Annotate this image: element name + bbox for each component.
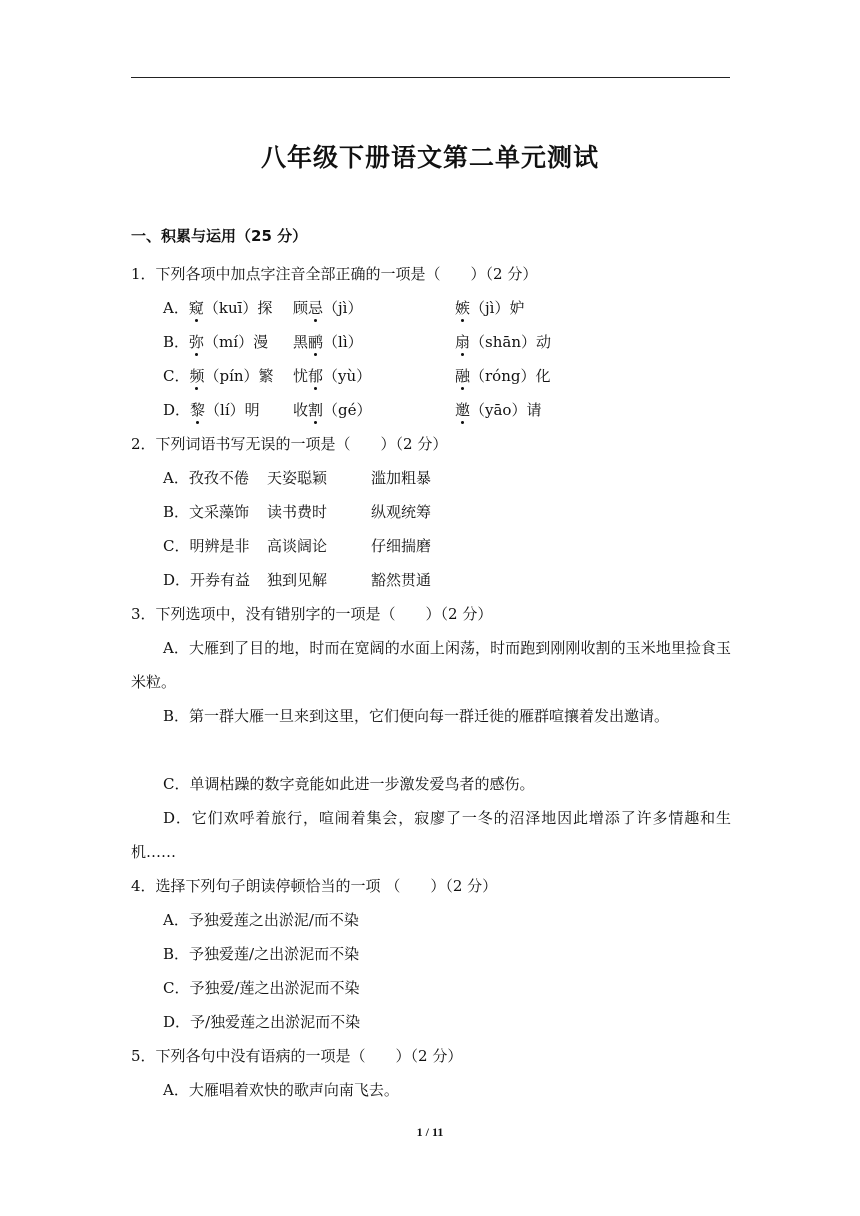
option-word: 开券有益	[190, 571, 251, 589]
question-5-option: A．大雁唱着欢快的歌声向南飞去。	[163, 1081, 399, 1099]
option-word-3	[455, 291, 524, 325]
option-word: 明辨是非	[189, 537, 250, 555]
dotted-char: 嫉	[455, 291, 470, 325]
page-title: 八年级下册语文第二单元测试	[260, 143, 599, 172]
option-letter: D．	[163, 401, 191, 419]
plain-char: 收	[293, 401, 309, 419]
dotted-char: 频	[189, 359, 204, 393]
pinyin-text: （yù）	[323, 367, 372, 385]
option-word-3: 豁然贯通	[371, 571, 432, 589]
pinyin-text: （jì）	[323, 299, 363, 317]
option-word-3	[455, 325, 551, 359]
question-2-option	[131, 461, 731, 495]
option-word-1	[163, 495, 267, 529]
pinyin-text: （mí）漫	[204, 333, 269, 351]
pinyin-text: （gé）	[323, 401, 372, 419]
dotted-char: 融	[455, 359, 470, 393]
option-letter: A．	[163, 469, 189, 487]
pinyin-text: （róng）化	[470, 367, 551, 385]
question-1-option	[131, 359, 731, 393]
question-2-options	[131, 461, 731, 597]
plain-char: 忧	[293, 367, 309, 385]
question-2-stem: 2．下列词语书写无误的一项是（ ）（2 分）	[131, 435, 448, 453]
question-2-option	[131, 563, 731, 597]
option-letter: C．	[163, 367, 190, 385]
option-letter: D．	[163, 571, 191, 589]
option-word-2: 读书费时	[267, 503, 328, 521]
option-word-3: 仔细揣磨	[371, 537, 432, 555]
question-1-options	[131, 291, 731, 427]
question-4-option: A．予独爱莲之出淤泥/而不染	[163, 911, 359, 929]
dotted-char: 黎	[190, 393, 205, 427]
question-1-option	[131, 325, 731, 359]
question-4-option: B．予独爱莲/之出淤泥而不染	[163, 945, 360, 963]
pinyin-text: （lì）	[323, 333, 363, 351]
question-3-option-c: C．单调枯躁的数字竟能如此进一步激发爱鸟者的感伤。	[163, 775, 535, 793]
option-word-2: 独到见解	[267, 571, 328, 589]
question-2-option	[131, 495, 731, 529]
dotted-char: 窥	[189, 291, 204, 325]
option-word-1	[163, 359, 293, 393]
question-2-option	[131, 529, 731, 563]
option-word-1	[163, 461, 267, 495]
option-letter: A．	[163, 299, 189, 317]
option-word-1	[163, 563, 267, 597]
option-letter: C．	[163, 537, 190, 555]
option-word-1	[163, 325, 293, 359]
dotted-char: 扇	[455, 325, 470, 359]
pinyin-text: （lí）明	[205, 401, 260, 419]
dotted-char: 忌	[308, 291, 323, 325]
question-4-stem: 4．选择下列句子朗读停顿恰当的一项 （ ）（2 分）	[131, 877, 498, 895]
option-word-1	[163, 291, 293, 325]
option-word-3: 纵观统筹	[371, 503, 432, 521]
dotted-char: 弥	[189, 325, 204, 359]
plain-char: 黑	[293, 333, 309, 351]
option-letter: B．	[163, 333, 190, 351]
pinyin-text: （pín）繁	[204, 367, 274, 385]
dotted-char: 郁	[308, 359, 323, 393]
option-word-2	[293, 359, 455, 393]
question-5-stem: 5．下列各句中没有语病的一项是（ ）（2 分）	[131, 1047, 463, 1065]
page-number: 1 / 11	[416, 1125, 444, 1139]
question-4-option: C．予独爱/莲之出淤泥而不染	[163, 979, 360, 997]
option-word-1	[163, 393, 293, 427]
pinyin-text: （jì）妒	[470, 299, 525, 317]
option-word-3	[455, 359, 550, 393]
option-word-2	[293, 291, 455, 325]
pinyin-text: （kuī）探	[203, 299, 273, 317]
pinyin-text: （shān）动	[470, 333, 551, 351]
option-letter: B．	[163, 503, 190, 521]
header-rule	[131, 77, 730, 78]
question-3-option-b: B．第一群大雁一旦来到这里，它们便向每一群迁徙的雁群喧攘着发出邀请。	[163, 707, 670, 725]
option-word-2	[293, 393, 455, 427]
option-word-2: 高谈阔论	[267, 537, 328, 555]
option-word-1	[163, 529, 267, 563]
dotted-char: 邀	[455, 393, 470, 427]
section-heading: 一、积累与运用（25 分）	[131, 227, 308, 245]
option-word-3: 滥加粗暴	[371, 469, 432, 487]
question-4-option: D．予/独爱莲之出淤泥而不染	[163, 1013, 361, 1031]
blank-line	[131, 733, 731, 767]
plain-char: 顾	[293, 299, 309, 317]
option-word-2: 天姿聪颖	[267, 469, 328, 487]
dotted-char: 鹂	[308, 325, 323, 359]
exam-content	[131, 222, 731, 1107]
question-3-option-d: D．它们欢呼着旅行，喧闹着集会，寂廖了一冬的沼泽地因此增添了许多情趣和生机……	[131, 809, 731, 861]
question-1-option	[131, 291, 731, 325]
question-3-stem: 3．下列选项中，没有错别字的一项是（ ）（2 分）	[131, 605, 493, 623]
question-3-option-a: A．大雁到了目的地，时而在宽阔的水面上闲荡，时而跑到刚刚收割的玉米地里捡食玉米粒。	[131, 639, 731, 691]
pinyin-text: （yāo）请	[470, 401, 542, 419]
option-word: 孜孜不倦	[188, 469, 249, 487]
option-word-2	[293, 325, 455, 359]
option-word-3	[455, 393, 541, 427]
option-word: 文采藻饰	[189, 503, 250, 521]
dotted-char: 割	[308, 393, 323, 427]
question-1-option	[131, 393, 731, 427]
question-1-stem: 1．下列各项中加点字注音全部正确的一项是（ ）（2 分）	[131, 265, 538, 283]
